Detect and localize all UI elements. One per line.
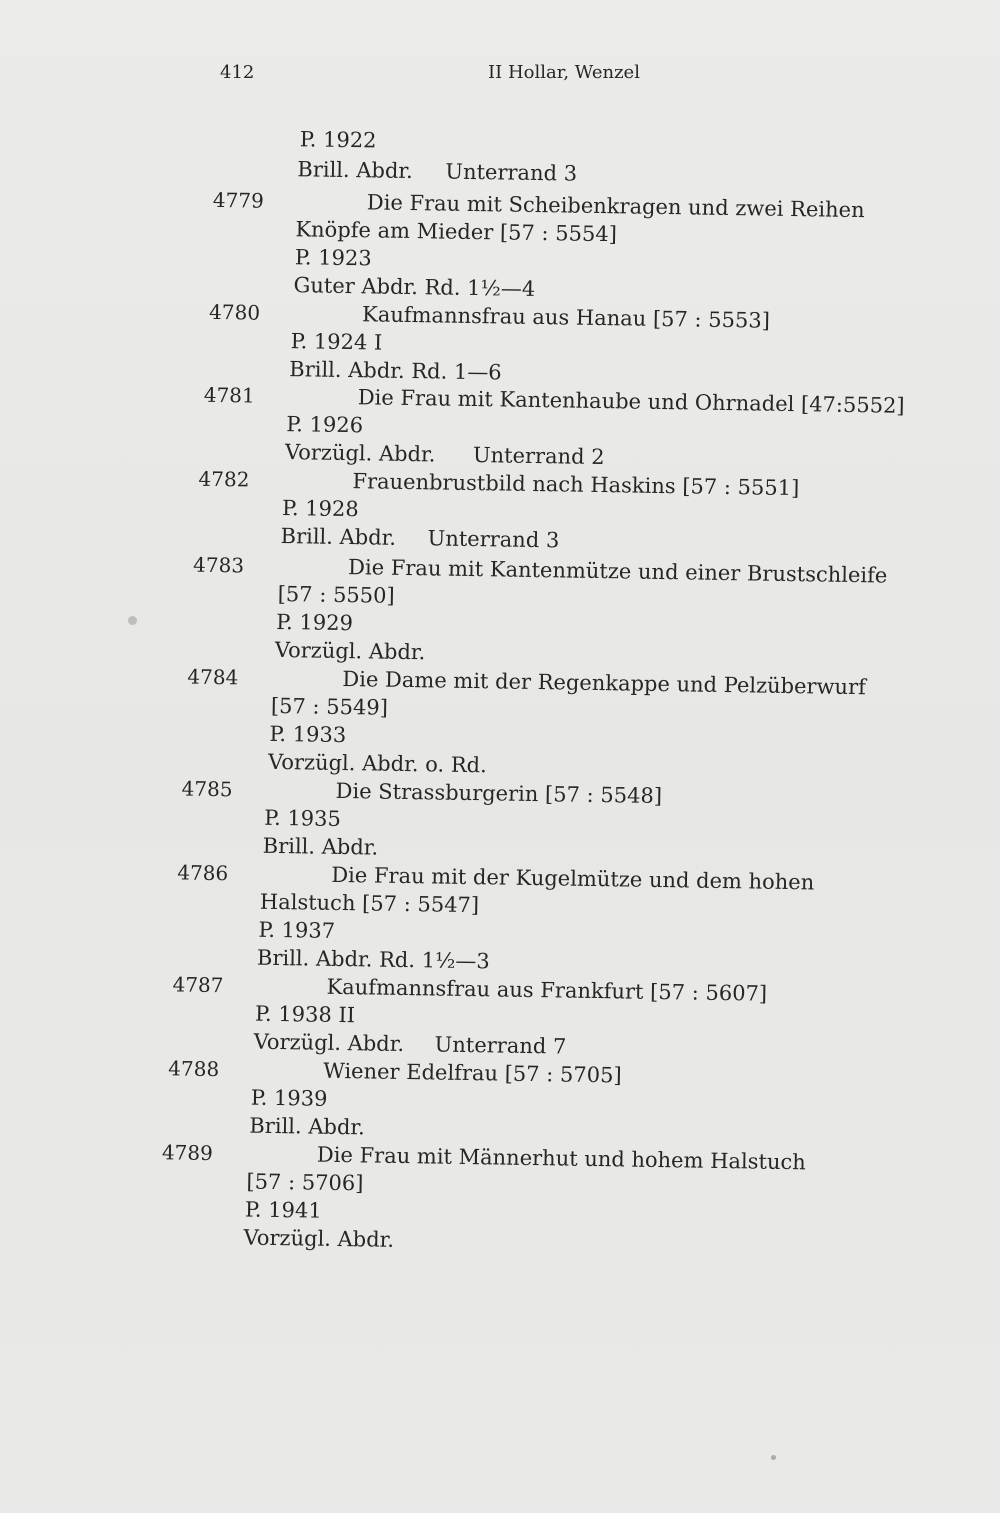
entry-title: Wiener Edelfrau [57 : 5705] [323, 1058, 622, 1088]
entry-number: 4786 [177, 860, 229, 886]
entry-line: Vorzügl. Abdr. [274, 637, 426, 665]
entry-line: Vorzügl. Abdr. [243, 1225, 395, 1252]
entry-line: Unterrand 3 [445, 159, 578, 186]
entry-title: Kaufmannsfrau aus Frankfurt [57 : 5607] [326, 974, 768, 1006]
entry-line: [57 : 5706] [246, 1169, 364, 1196]
entry-line: P. 1923 [294, 245, 372, 271]
entry-number: 4789 [161, 1140, 214, 1166]
entry-number: 4785 [181, 776, 233, 802]
entry-line: Brill. Abdr. [262, 833, 379, 860]
entry-number: 4788 [168, 1056, 220, 1082]
entry-line: Brill. Abdr. Rd. 1½—3 [256, 945, 490, 974]
running-title: II Hollar, Wenzel [488, 62, 640, 83]
entry-line: P. 1938 II [254, 1001, 356, 1028]
entry-line: P. 1939 [250, 1085, 328, 1111]
entry-title: Die Frau mit Kantenhaube und Ohrnadel [47:5552] [357, 385, 905, 418]
entry-title: Die Frau mit der Kugelmütze und dem hohen [331, 862, 815, 895]
entry-line: Unterrand 7 [434, 1032, 567, 1059]
entry-line: P. 1924 I [290, 329, 383, 355]
entry-title: Die Strassburgerin [57 : 5548] [335, 778, 663, 809]
entry-line: Unterrand 3 [427, 526, 560, 553]
entry-line: P. 1926 [286, 412, 364, 438]
entry-title: Kaufmannsfrau aus Hanau [57 : 5553] [361, 302, 771, 333]
entry-title: Die Frau mit Männerhut und hohem Halstuch [316, 1142, 806, 1175]
entry-line: P. 1937 [258, 917, 336, 943]
entry-title: Die Frau mit Scheibenkragen und zwei Reihen [366, 190, 865, 223]
entry-number: 4779 [212, 187, 264, 213]
entry-title: Die Frau mit Kantenmütze und einer Brustschleife [347, 555, 888, 588]
entry-line: Vorzügl. Abdr. [253, 1029, 405, 1057]
entry-number: 4783 [192, 552, 245, 578]
paper-speck [128, 616, 137, 625]
entry-number: 4780 [208, 299, 261, 325]
entry-number: 4782 [198, 466, 250, 492]
entry-line: Guter Abdr. Rd. 1½—4 [293, 273, 536, 301]
entry-number: 4787 [172, 972, 224, 998]
entry-title: Die Dame mit der Regenkappe und Pelzüberwurf [342, 666, 867, 700]
entry-line: P. 1922 [299, 127, 377, 153]
entry-line: P. 1933 [269, 721, 347, 748]
entry-number: 4781 [203, 382, 255, 408]
entry-line: Halstuch [57 : 5547] [259, 889, 480, 918]
paper-speck [771, 1455, 776, 1460]
entry-title: Frauenbrustbild nach Haskins [57 : 5551] [352, 469, 800, 501]
entry-line: Brill. Abdr. Rd. 1—6 [289, 357, 502, 385]
entry-line: P. 1929 [276, 609, 354, 636]
page-number: 412 [220, 62, 255, 83]
entry-number: 4784 [187, 664, 239, 690]
entry-line: Unterrand 2 [472, 443, 605, 470]
entry-line: Knöpfe am Mieder [57 : 5554] [295, 217, 618, 247]
entry-line: [57 : 5550] [277, 581, 395, 608]
entry-line: Brill. Abdr. [280, 524, 397, 550]
entry-line: Brill. Abdr. [297, 157, 414, 184]
entry-line: P. 1928 [281, 496, 359, 522]
entry-line: P. 1941 [244, 1197, 322, 1223]
entry-line: Vorzügl. Abdr. o. Rd. [267, 749, 487, 778]
entry-line: Brill. Abdr. [249, 1113, 365, 1140]
entry-line: P. 1935 [264, 805, 342, 831]
entry-line: [57 : 5549] [270, 693, 389, 720]
entry-line: Vorzügl. Abdr. [284, 440, 436, 467]
